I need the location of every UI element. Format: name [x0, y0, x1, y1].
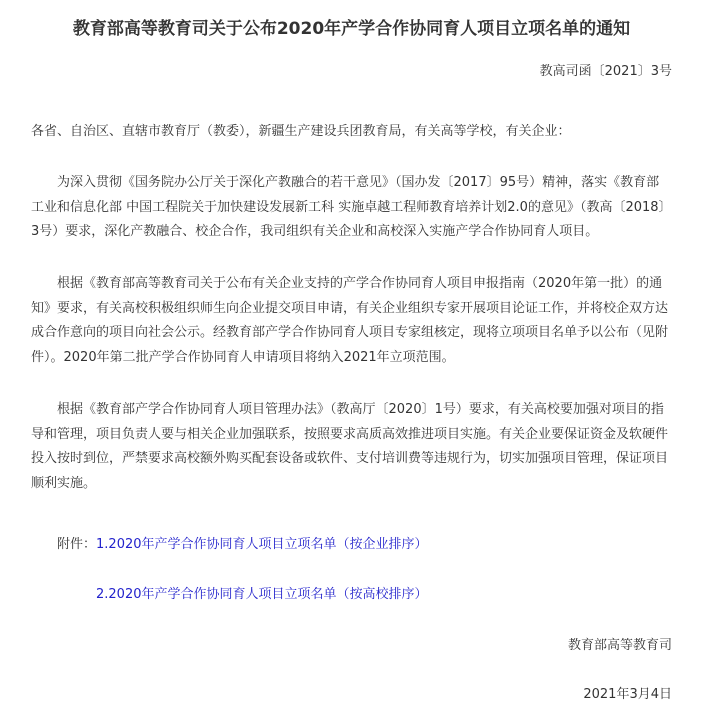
attachments-label: 附件：: [57, 537, 97, 552]
paragraph-1: 为深入贯彻《国务院办公厅关于深化产教融合的若干意见》（国办发〔2017〕95号）精神，落实《教育部 工业和信息化部 中国工程院关于加快建设发展新工科 实施卓越工程师教育培养计划2.0的意见》（教高〔2018〕3号）要求，深化产教融合、校企合作，我司组织有关企业和高校深入实施产学合作协同育人项目。: [31, 175, 666, 239]
document-date: 2021年3月4日: [583, 687, 672, 702]
attachment-row-2: [96, 583, 428, 602]
document-title: 教育部高等教育司关于公布2020年产学合作协同育人项目立项名单的通知: [72, 19, 631, 39]
paragraph-2: 根据《教育部高等教育司关于公布有关企业支持的产学合作协同育人项目申报指南（2020年第一批）的通知》要求，有关高校积极组织师生向企业提交项目申请，有关企业组织专家开展项目论证工作，并将校企双方达成合作意向的项目向社会公示。经教育部产学合作协同育人项目专家组核定，现将立项项目名单予以公布（见附件）。2020年第二批产学合作协同育人申请项目将纳入2021年立项范围。: [31, 276, 669, 365]
salutation: 各省、自治区、直辖市教育厅（教委），新疆生产建设兵团教育局，有关高等学校，有关企业：: [31, 124, 571, 139]
attachment-link-by-university[interactable]: 2.2020年产学合作协同育人项目立项名单（按高校排序）: [96, 587, 428, 602]
signature: 教育部高等教育司: [567, 638, 672, 653]
attachment-link-by-company[interactable]: 1.2020年产学合作协同育人项目立项名单（按企业排序）: [96, 537, 428, 552]
paragraph-3: 根据《教育部产学合作协同育人项目管理办法》（教高厅〔2020〕1号）要求，有关高校要加强对项目的指导和管理，项目负责人要与相关企业加强联系，按照要求高质高效推进项目实施。有关企业要保证资金及软硬件投入按时到位，严禁要求高校额外购买配套设备或软件、支付培训费等违规行为，切实加强项目管理，保证项目顺利实施。: [31, 402, 669, 491]
attachment-row-1: [57, 533, 428, 552]
document-number: 教高司函〔2021〕3号: [539, 64, 672, 79]
